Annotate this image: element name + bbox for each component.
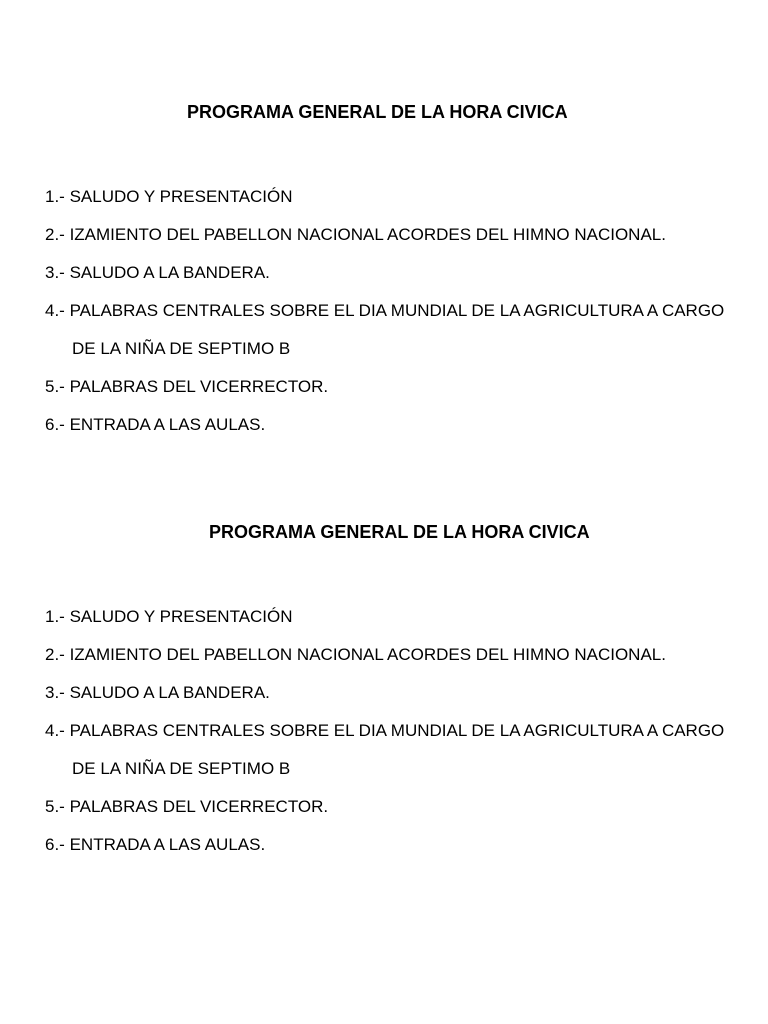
program-item-4: [45, 712, 745, 788]
item-text: PALABRAS CENTRALES SOBRE EL DIA MUNDIAL DE LA AGRICULTURA A CARGO: [69, 721, 725, 740]
item-text: PALABRAS DEL VICERRECTOR.: [69, 377, 329, 396]
program-item-2: [45, 216, 745, 254]
item-continuation: DE LA NIÑA DE SEPTIMO B: [72, 759, 291, 778]
item-text: PALABRAS DEL VICERRECTOR.: [69, 797, 329, 816]
item-number: 3.-: [45, 683, 65, 702]
item-text: PALABRAS CENTRALES SOBRE EL DIA MUNDIAL DE LA AGRICULTURA A CARGO: [69, 301, 725, 320]
item-text: SALUDO A LA BANDERA.: [69, 683, 270, 702]
item-number: 1.-: [45, 607, 65, 626]
program-item-4: [45, 292, 745, 368]
program-section-2: [0, 518, 768, 854]
item-continuation: DE LA NIÑA DE SEPTIMO B: [72, 339, 291, 358]
item-text: IZAMIENTO DEL PABELLON NACIONAL ACORDES DEL HIMNO NACIONAL.: [69, 225, 666, 244]
item-number: 5.-: [45, 377, 65, 396]
item-number: 6.-: [45, 415, 65, 434]
item-text: ENTRADA A LAS AULAS.: [69, 835, 266, 854]
program-title: PROGRAMA GENERAL DE LA HORA CIVICA: [187, 102, 568, 122]
item-number: 2.-: [45, 225, 65, 244]
program-list: [45, 598, 745, 864]
program-item-5: [45, 368, 745, 406]
item-number: 4.-: [45, 721, 65, 740]
item-text: SALUDO Y PRESENTACIÓN: [69, 187, 293, 206]
program-item-2: [45, 636, 745, 674]
item-text: ENTRADA A LAS AULAS.: [69, 415, 266, 434]
program-list: [45, 178, 745, 444]
program-item-6: [45, 826, 745, 864]
item-number: 1.-: [45, 187, 65, 206]
item-number: 5.-: [45, 797, 65, 816]
program-item-3: [45, 254, 745, 292]
program-item-1: [45, 178, 745, 216]
item-text: SALUDO A LA BANDERA.: [69, 263, 270, 282]
item-number: 2.-: [45, 645, 65, 664]
program-item-6: [45, 406, 745, 444]
item-number: 3.-: [45, 263, 65, 282]
program-item-1: [45, 598, 745, 636]
item-number: 4.-: [45, 301, 65, 320]
item-number: 6.-: [45, 835, 65, 854]
item-text: IZAMIENTO DEL PABELLON NACIONAL ACORDES DEL HIMNO NACIONAL.: [69, 645, 666, 664]
item-text: SALUDO Y PRESENTACIÓN: [69, 607, 293, 626]
program-section-1: [0, 98, 768, 434]
program-item-5: [45, 788, 745, 826]
program-item-3: [45, 674, 745, 712]
program-title: PROGRAMA GENERAL DE LA HORA CIVICA: [209, 522, 590, 542]
